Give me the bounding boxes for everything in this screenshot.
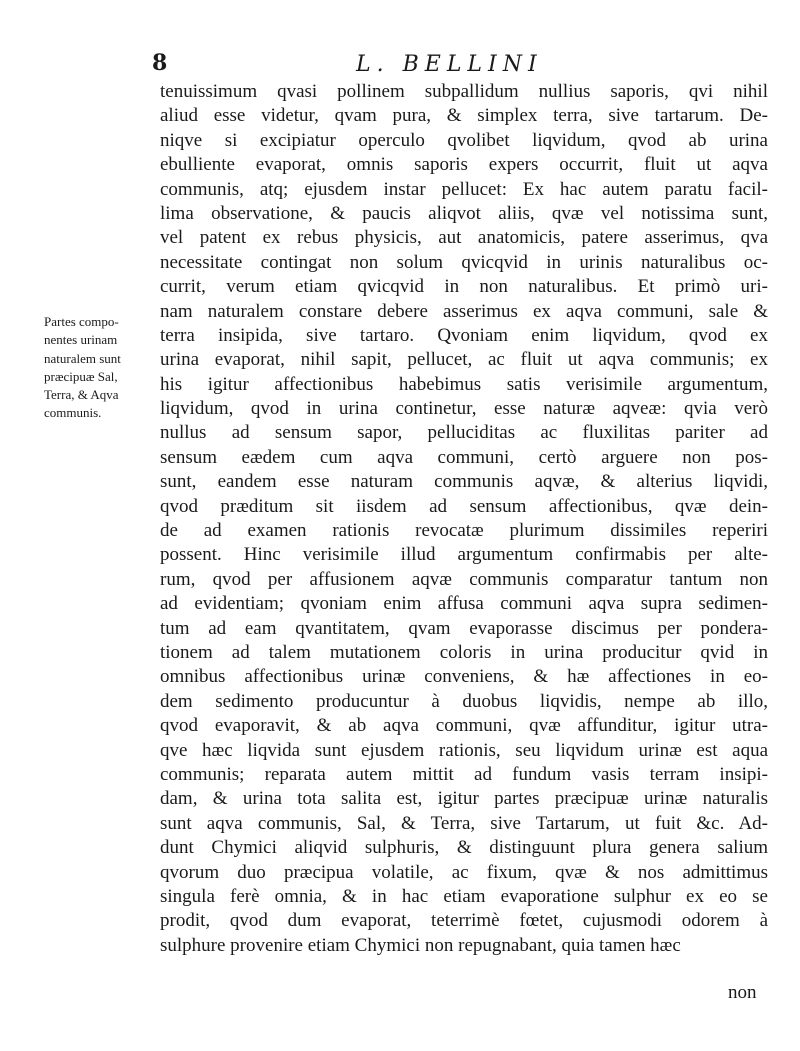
text-line: nam naturalem constare debere asserimus ex aqva communi, sale & <box>160 300 768 322</box>
page-number: 8 <box>152 50 168 76</box>
margin-note <box>44 313 156 423</box>
catchword: non <box>728 982 757 1003</box>
text-line: possent. Hinc verisimile illud argumentum confirmabis per alte- <box>160 544 768 566</box>
margin-note-line: præcipuæ Sal, <box>44 368 118 384</box>
text-line: qvorum duo præcipua volatile, ac fixum, qvæ & nos admittimus <box>160 861 768 883</box>
text-line: urina evaporat, nihil sapit, pellucet, ac fluit ut aqva communis; ex <box>160 349 768 371</box>
text-line: lima observatione, & paucis aliqvot aliis, qvæ vel notissima sunt, <box>160 202 768 224</box>
text-line: dam, & urina tota salita est, igitur partes præcipuæ urinæ naturalis <box>160 788 768 810</box>
text-line: terra insipida, sive tartaro. Qvoniam enim liqvidum, qvod ex <box>160 324 768 346</box>
text-line: sulphure provenire etiam Chymici non repugnabant, quia tamen hæc <box>160 934 681 956</box>
margin-note-line: Partes compo- <box>44 314 119 329</box>
text-line: qvod evaporavit, & ab aqva communi, qvæ affunditur, igitur utra- <box>160 715 768 737</box>
running-head: L. BELLINI <box>356 52 543 77</box>
text-line: currit, verum etiam qvicqvid in non naturalibus. Et primò uri- <box>160 276 768 298</box>
text-line: sunt aqva communis, Sal, & Terra, sive Tartarum, ut fuit &c. Ad- <box>160 812 768 834</box>
text-line: qvod præditum sit iisdem ad sensum affectionibus, qvæ dein- <box>160 495 768 517</box>
text-line: omnibus affectionibus urinæ conveniens, & hæ affectiones in eo- <box>160 666 768 688</box>
text-line: nullus ad sensum sapor, pelluciditas ac fluxilitas pariter ad <box>160 422 768 444</box>
text-line: qve hæc liqvida sunt ejusdem rationis, seu liqvidum urinæ est aqua <box>160 739 768 761</box>
text-line: communis; reparata autem mittit ad fundum vasis terram insipi- <box>160 763 768 785</box>
text-line: necessitate contingat non solum qvicqvid in urinis naturalibus oc- <box>160 251 768 273</box>
text-line: ebulliente evaporat, omnis saporis expers occurrit, fluit ut aqva <box>160 154 768 176</box>
text-line: sensum eædem cum aqva communi, certò arguere non pos- <box>160 446 768 468</box>
text-line: communis, atq; ejusdem instar pellucet: Ex hac autem paratu facil- <box>160 178 768 200</box>
text-line: singula ferè omnia, & in hac etiam evaporatione sulphur ex eo se <box>160 885 768 907</box>
margin-note-line: Terra, & Aqva <box>44 387 119 403</box>
text-line: tionem ad talem mutationem coloris in urina producitur qvid in <box>160 641 768 663</box>
text-line: dem sedimento producuntur à duobus liqvidis, nempe ab illo, <box>160 690 768 712</box>
text-line: tenuissimum qvasi pollinem subpallidum nullius saporis, qvi nihil <box>160 81 768 102</box>
text-line: aliud esse videtur, qvam pura, & simplex terra, sive tartarum. De- <box>160 105 768 127</box>
text-line: vel patent ex rebus physicis, aut anatomicis, patere asserimus, qva <box>160 227 768 249</box>
text-line: prodit, qvod dum evaporat, teterrimè fœtet, cujusmodi odorem à <box>160 910 768 932</box>
text-line: rum, qvod per affusionem aqvæ communis comparatur tantum non <box>160 568 768 590</box>
text-line: niqve si excipiatur operculo qvolibet liqvidum, qvod ab urina <box>160 129 768 151</box>
text-line: dunt Chymici aliqvid sulphuris, & distinguunt plura genera salium <box>160 837 768 859</box>
margin-note-line: nentes urinam <box>44 332 118 348</box>
text-line: sunt, eandem esse naturam communis aqvæ, & alterius liqvidi, <box>160 471 768 493</box>
body-text <box>160 80 768 958</box>
text-line: ad evidentiam; qvoniam enim affusa communi aqva supra sedimen- <box>160 593 768 615</box>
text-line: de ad examen rationis revocatæ plurimum dissimiles reperiri <box>160 520 768 542</box>
text-line: liqvidum, qvod in urina continetur, esse naturæ aqveæ: qvia verò <box>160 398 768 420</box>
margin-note-line: naturalem sunt <box>44 350 121 366</box>
text-line: tum ad eam qvantitatem, qvam evaporasse discimus per pondera- <box>160 617 768 639</box>
margin-note-line: communis. <box>44 405 102 421</box>
text-line: his igitur affectionibus habebimus satis verisimile argumentum, <box>160 373 768 395</box>
